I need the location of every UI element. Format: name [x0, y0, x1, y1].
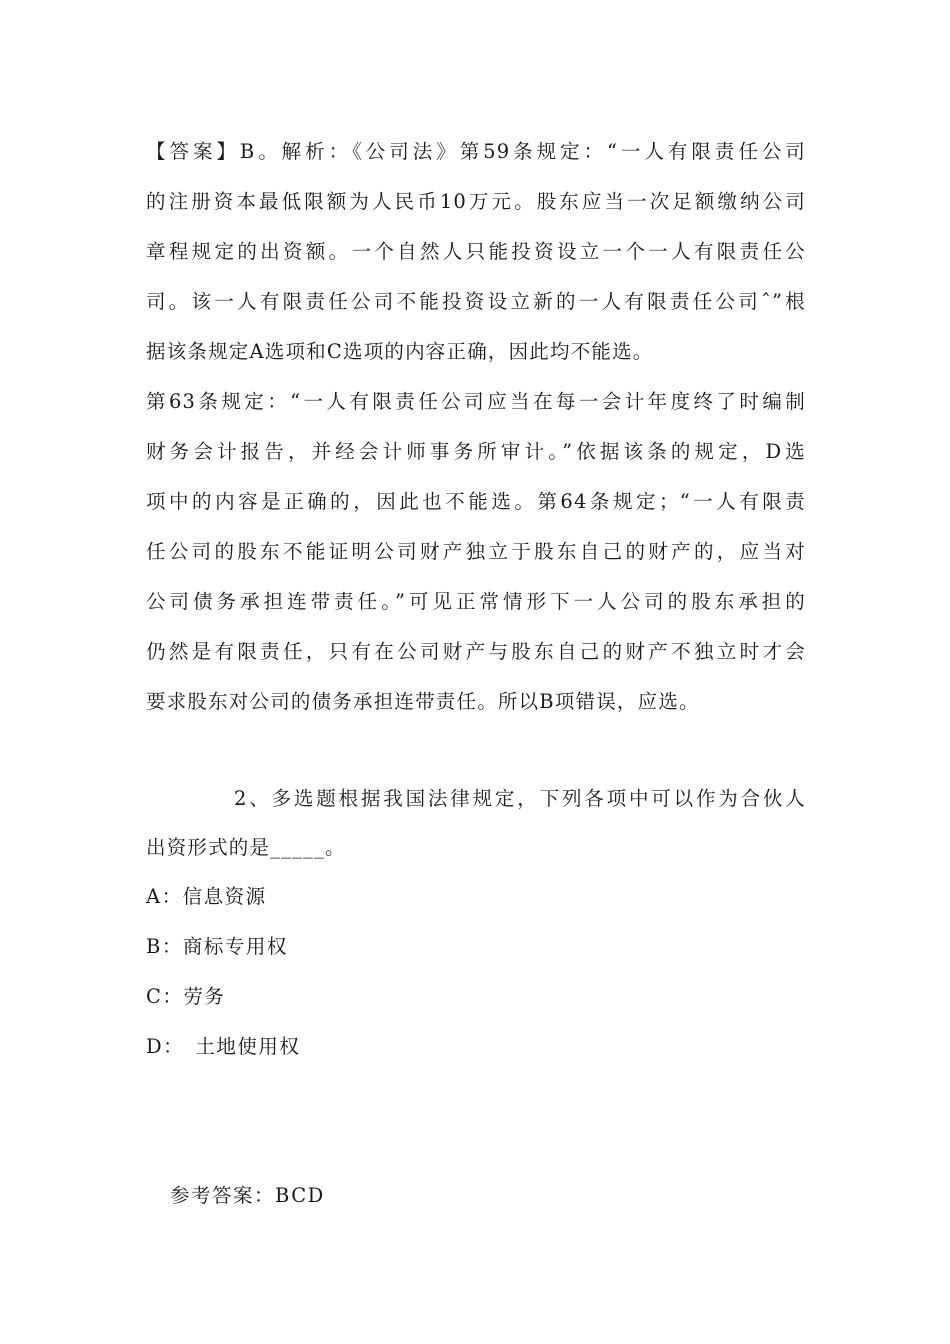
explanation-line-12: 要求股东对公司的债务承担连带责任。所以B项错误，应选。 [146, 690, 700, 713]
explanation-line-8: 项中的内容是正确的，因此也不能选。第64条规定；“一人有限责 [146, 490, 806, 513]
explanation-line-11: 仍然是有限责任，只有在公司财产与股东自己的财产不独立时才会 [146, 640, 806, 663]
explanation-line-7: 财务会计报告，并经会计师事务所审计。”依据该条的规定，D选 [146, 440, 806, 463]
question-line-2: 出资形式的是_____。 [146, 836, 346, 859]
option-b: B：商标专用权 [146, 935, 288, 958]
explanation-line-4: 司。该一人有限责任公司不能投资设立新的一人有限责任公司ˆ”根 [146, 290, 806, 313]
reference-answer: 参考答案：BCD [170, 1184, 325, 1207]
explanation-line-3: 章程规定的出资额。一个自然人只能投资设立一个一人有限责任公 [146, 240, 806, 263]
option-a: A：信息资源 [146, 885, 267, 908]
question-line-1: 2、多选题根据我国法律规定，下列各项中可以作为合伙人 [234, 787, 806, 810]
option-d: D： 土地使用权 [146, 1035, 301, 1058]
explanation-line-10: 公司债务承担连带责任。”可见正常情形下一人公司的股东承担的 [146, 590, 806, 613]
option-c: C：劳务 [146, 985, 226, 1008]
explanation-line-9: 任公司的股东不能证明公司财产独立于股东自己的财产的，应当对 [146, 540, 806, 563]
explanation-line-2: 的注册资本最低限额为人民币10万元。股东应当一次足额缴纳公司 [146, 190, 806, 213]
explanation-line-1: 【答案】B。解析：《公司法》第59条规定：“一人有限责任公司 [146, 140, 806, 163]
explanation-line-5: 据该条规定A选项和C选项的内容正确，因此均不能选。 [146, 340, 654, 363]
explanation-line-6: 第63条规定：“一人有限责任公司应当在每一会计年度终了时编制 [146, 390, 806, 413]
